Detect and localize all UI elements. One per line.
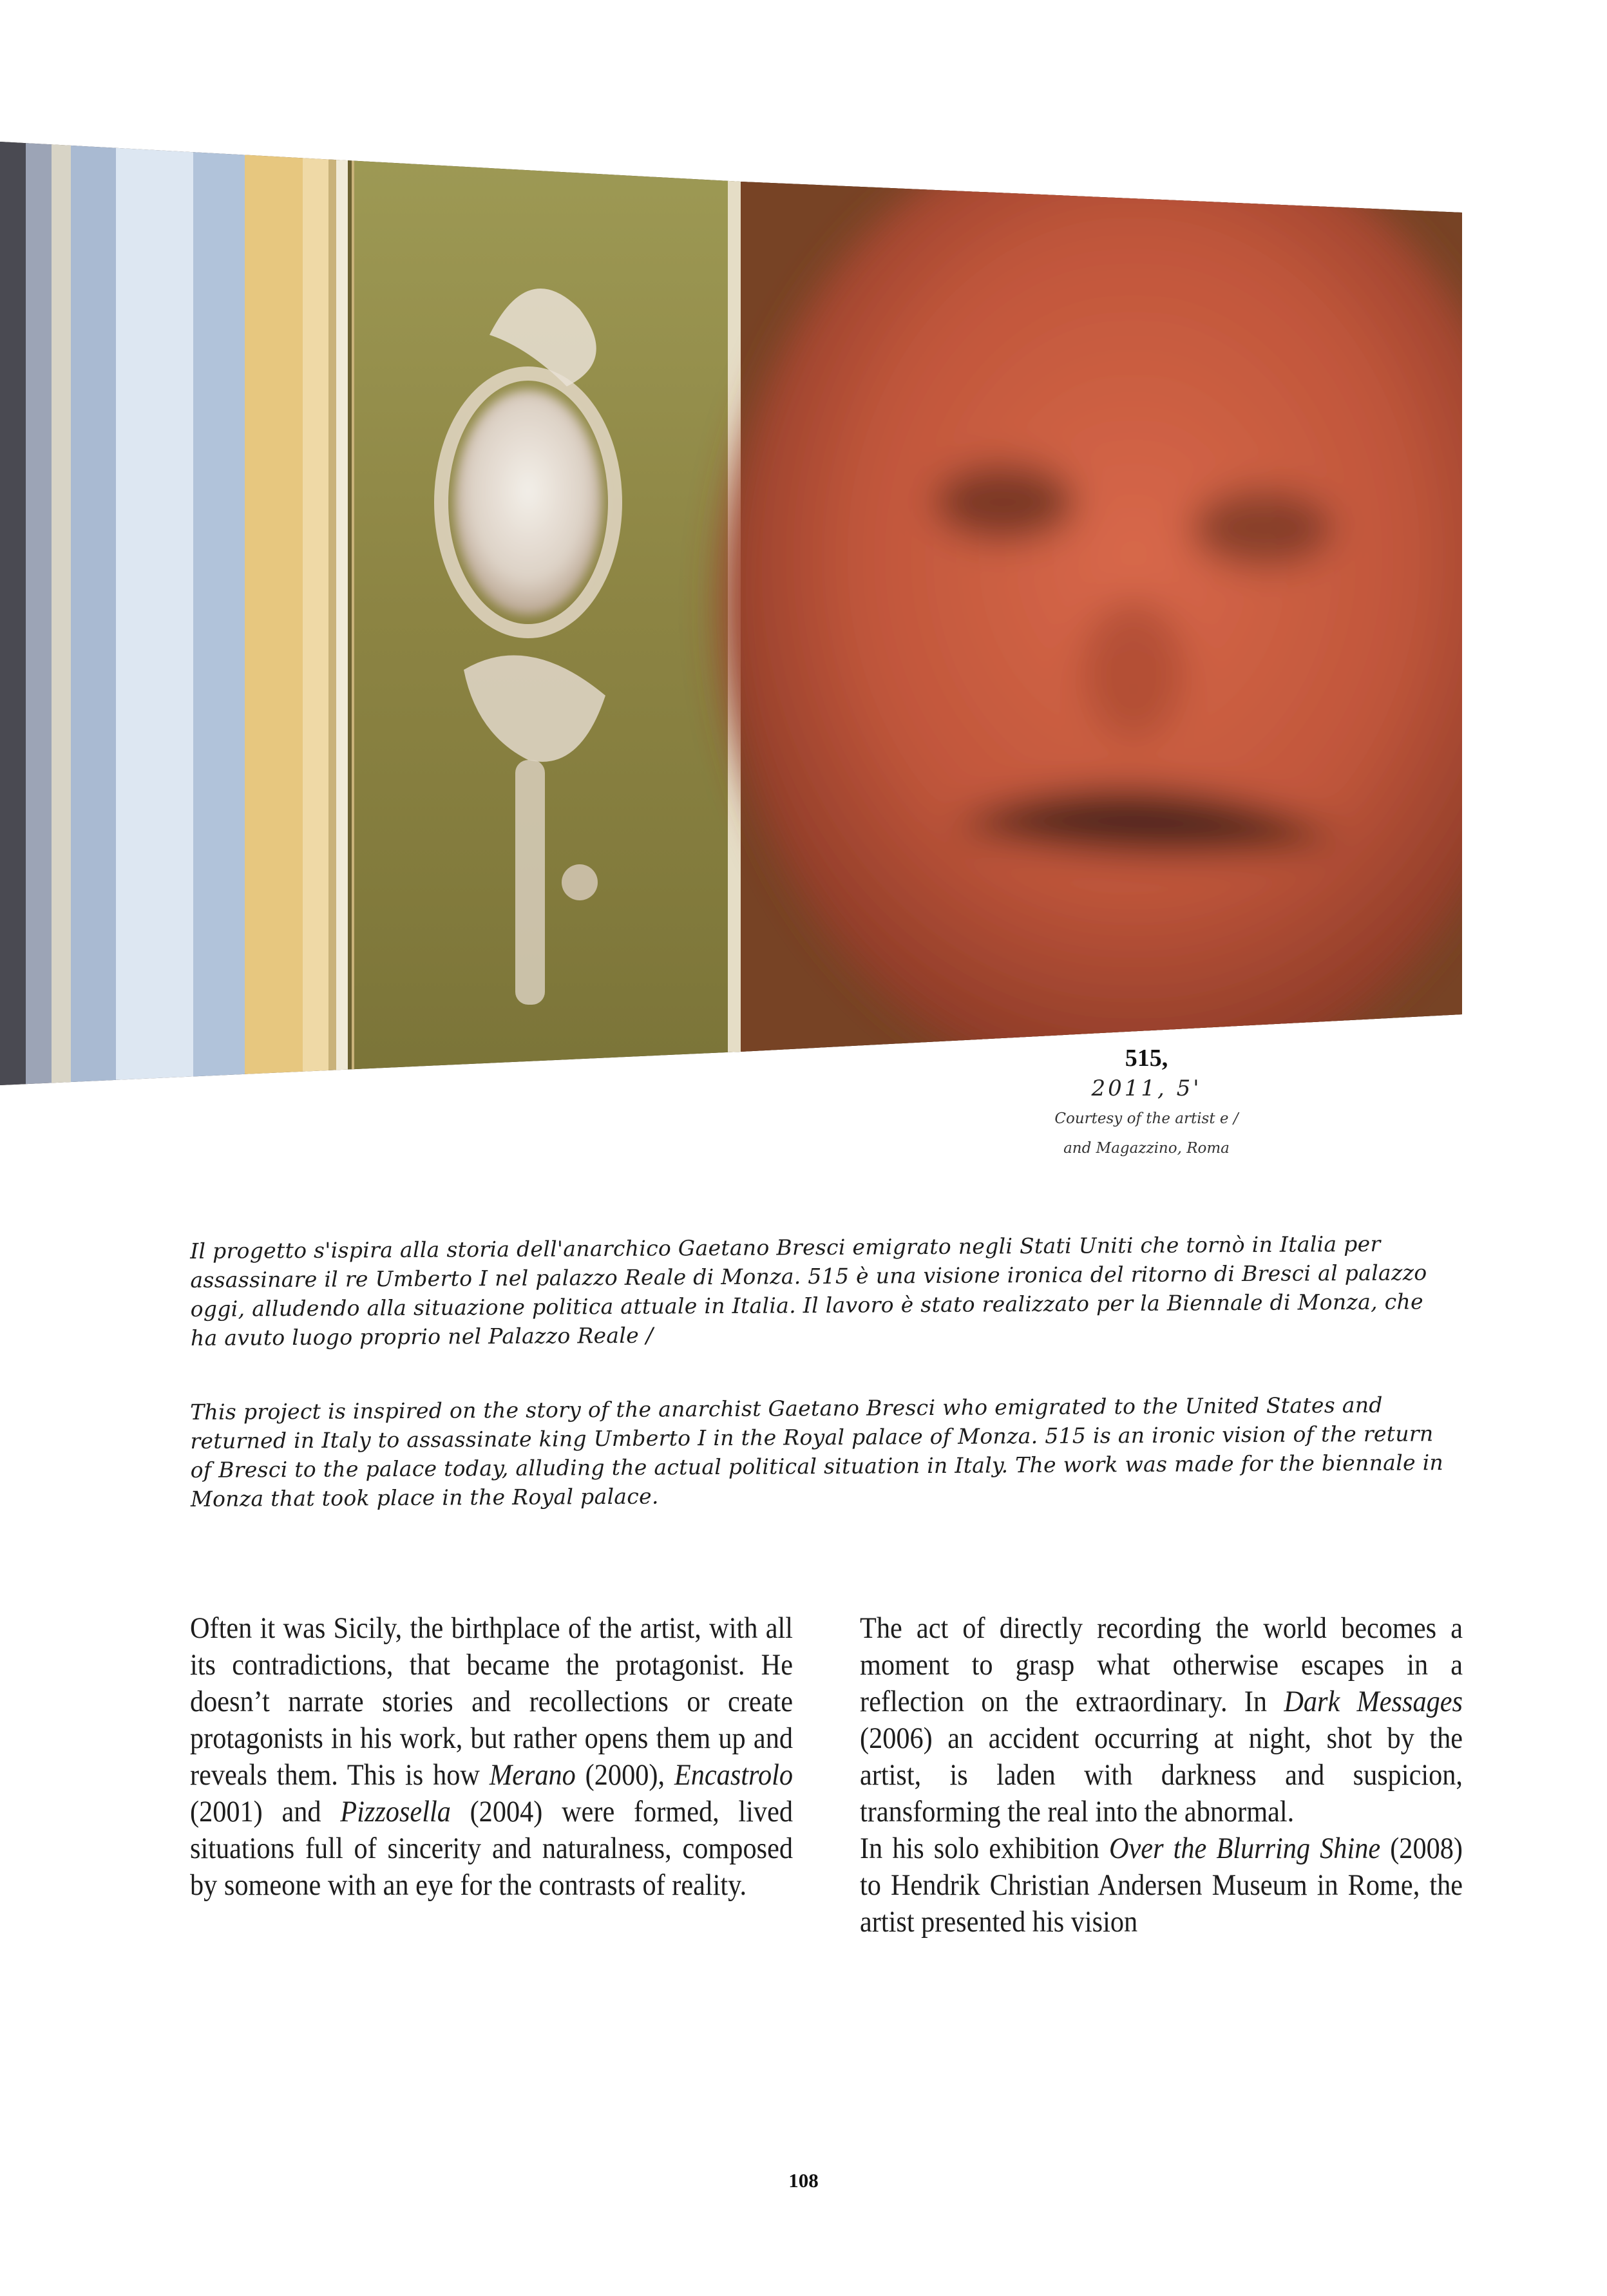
body-paragraph [860,1610,1463,1830]
body-text: (2004) were formed, lived situations full of sincerity and naturalness, composed by someone with an eye for the contrasts of reality. [190,1795,793,1902]
work-title: Dark Messages [1284,1685,1463,1718]
caption-year-duration: 2011, 5' [1091,1076,1202,1101]
description-italian: Il progetto s'ispira alla storia dell'anarchico Gaetano Bresci emigrato negli Stati Uniti che tornò in Italia per assassinare il re Umberto I nel palazzo Reale di Monza. 515 è una visione ironica del ritorno di Bresci al palazzo oggi, alludendo alla situazione politica attuale in Italia. Il lavoro è stato realizzato per la Biennale di Monza, che ha avuto luogo proprio nel Palazzo Reale / [190,1231,1427,1351]
page-number: 108 [788,2169,819,2192]
video-still-image [0,142,1462,1085]
body-text: (2001) and [190,1795,341,1828]
work-title: Encastrolo [674,1758,793,1792]
work-title: Over the Blurring Shine [1108,1832,1381,1865]
body-text: (2006) an accident occurring at night, shot by the artist, is laden with darkness and suspicion, transforming the real into the abnormal. [860,1722,1463,1828]
description-english: This project is inspired on the story of the anarchist Gaetano Bresci who emigrated to the United States and returned in Italy to assassinate king Umberto I in the Royal palace of Monza. 515 is an ironic vision of the return of Bresci to the palace today, alluding the actual political situation in Italy. The work was made for the biennale in Monza that took place in the Royal palace. [190,1392,1444,1512]
work-title: Pizzosella [340,1795,451,1828]
body-paragraph [860,1830,1463,1940]
caption-credit-line-1: Courtesy of the artist e / [1054,1110,1239,1127]
work-title: Merano [489,1758,576,1792]
body-column-left [190,1610,793,1904]
body-text: (2000), [575,1758,674,1792]
body-text: Often it was Sicily, the birthplace of the artist, with all its contradictions, that became the protagonist. He doesn’t narrate stories and recollections or create protagonists in his work, but rather opens them up and reveals them. This is how [190,1611,793,1792]
body-text: The act of directly recording the world becomes a moment to grasp what otherwise escapes in a reflection on the extraordinary. In [860,1611,1463,1718]
body-text: In his solo exhibition [860,1832,1109,1865]
figure-caption [1031,1043,1262,1163]
body-paragraph [190,1610,793,1904]
video-still-graphic [0,142,1462,1085]
caption-title: 515, [1125,1045,1168,1072]
body-text: (2008) to Hendrik Christian Andersen Museum in Rome, the artist presented his vision [860,1832,1463,1939]
caption-credit-line-2: and Magazzino, Roma [1063,1140,1230,1157]
body-column-right [860,1610,1463,1940]
